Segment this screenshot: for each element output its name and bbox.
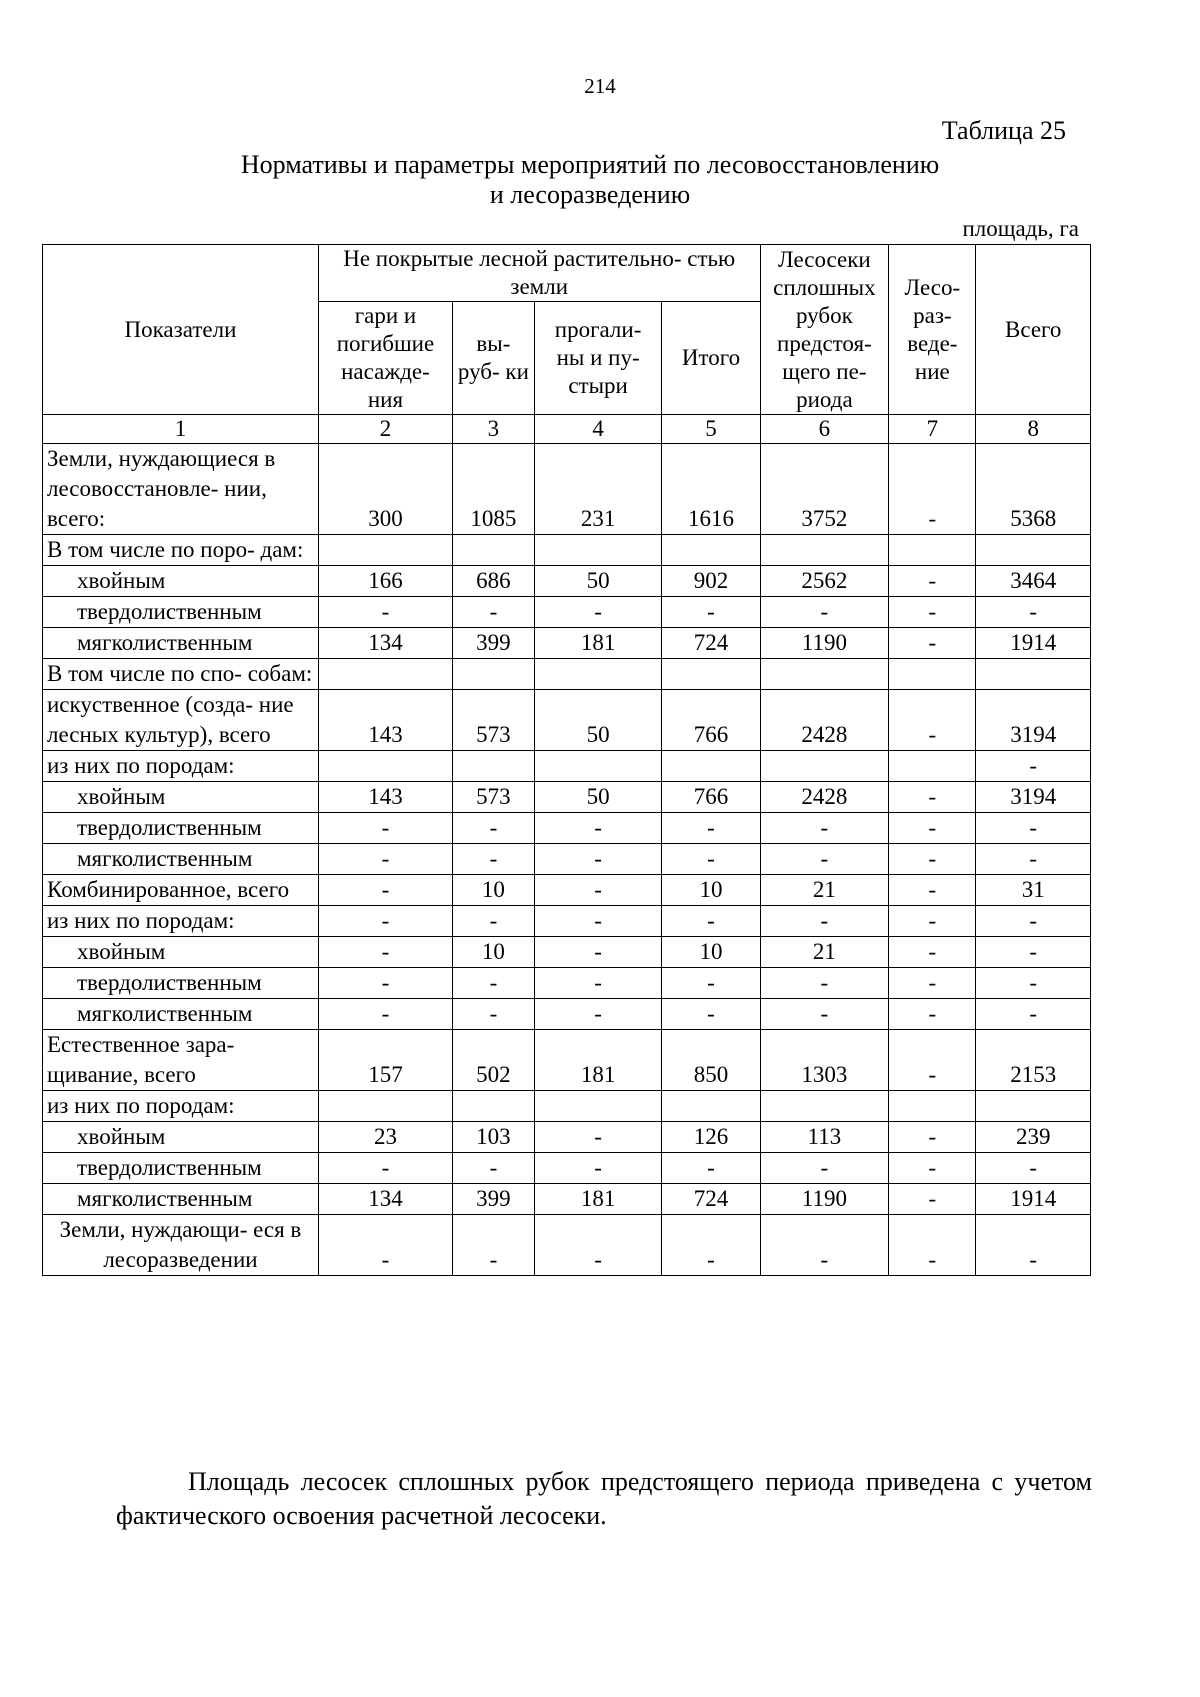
header-cuttings: вы- руб- ки	[453, 302, 535, 415]
table-title-line-1: Нормативы и параметры мероприятий по лесовосстановлению	[240, 150, 940, 179]
table-cell: -	[318, 1153, 452, 1184]
table-cell: -	[453, 1153, 535, 1184]
table-cell: -	[760, 906, 889, 937]
table-cell: -	[534, 999, 662, 1030]
row-label: искуственное (созда- ние лесных культур), всего	[43, 690, 319, 751]
column-number: 1	[43, 415, 319, 444]
table-cell: -	[760, 844, 889, 875]
row-label: из них по породам:	[43, 751, 319, 782]
header-row-1	[43, 245, 1091, 302]
table-cell: -	[760, 597, 889, 628]
column-number-row	[43, 415, 1091, 444]
table-cell: -	[760, 813, 889, 844]
table-cell: 231	[534, 444, 662, 535]
table-cell: -	[662, 844, 760, 875]
table-row	[43, 937, 1091, 968]
table-body	[43, 415, 1091, 1276]
table-cell: -	[976, 813, 1091, 844]
table-cell: -	[318, 906, 452, 937]
table-cell: -	[453, 813, 535, 844]
table-cell: -	[889, 1153, 976, 1184]
table-cell: 1914	[976, 628, 1091, 659]
table-cell: -	[760, 1153, 889, 1184]
table-cell: -	[318, 937, 452, 968]
table-cell: 181	[534, 628, 662, 659]
table-cell	[318, 1091, 452, 1122]
table-cell: -	[534, 906, 662, 937]
table-cell: -	[662, 906, 760, 937]
table-cell: 850	[662, 1030, 760, 1091]
table-cell: 1914	[976, 1184, 1091, 1215]
table-cell	[889, 1091, 976, 1122]
header-group-unforested: Не покрытые лесной растительно- стью земли	[318, 245, 760, 302]
table-cell: 21	[760, 937, 889, 968]
row-label: В том числе по спо- собам:	[43, 659, 319, 690]
row-label: твердолиственным	[43, 813, 319, 844]
table-cell: 766	[662, 782, 760, 813]
table-cell: 134	[318, 628, 452, 659]
table-cell: -	[534, 1122, 662, 1153]
table-row	[43, 597, 1091, 628]
table-cell: -	[976, 844, 1091, 875]
table-cell: -	[889, 968, 976, 999]
table-cell: -	[889, 444, 976, 535]
table-cell: 502	[453, 1030, 535, 1091]
table-cell: -	[976, 751, 1091, 782]
table-cell	[662, 1091, 760, 1122]
table-cell: 1190	[760, 628, 889, 659]
table-row	[43, 968, 1091, 999]
table-cell	[760, 659, 889, 690]
header-glades: прогали- ны и пу- стыри	[534, 302, 662, 415]
table-row	[43, 782, 1091, 813]
column-number: 6	[760, 415, 889, 444]
table-cell: 2562	[760, 566, 889, 597]
table-cell: 10	[453, 875, 535, 906]
table-cell: 21	[760, 875, 889, 906]
table-row	[43, 628, 1091, 659]
table-cell: -	[889, 566, 976, 597]
footer-text: Площадь лесосек сплошных рубок предстоящего периода приведена с учетом фактического освоения расчетной лесосеки.	[116, 1467, 1092, 1530]
table-cell: -	[889, 628, 976, 659]
table-cell: 1303	[760, 1030, 889, 1091]
table-cell: -	[760, 1215, 889, 1276]
row-label: В том числе по поро- дам:	[43, 535, 319, 566]
table-cell: 50	[534, 690, 662, 751]
table-cell: -	[976, 1153, 1091, 1184]
table-cell: 1616	[662, 444, 760, 535]
table-title-line-2: и лесоразведению	[489, 180, 691, 209]
table-cell: -	[889, 906, 976, 937]
column-number: 3	[453, 415, 535, 444]
table-cell	[976, 659, 1091, 690]
row-label: хвойным	[43, 937, 319, 968]
header-afforestation: Лесо- раз- веде- ние	[889, 245, 976, 415]
table-cell: -	[889, 999, 976, 1030]
table-cell: 2428	[760, 782, 889, 813]
table-cell: 3464	[976, 566, 1091, 597]
table-cell	[453, 751, 535, 782]
table-row	[43, 751, 1091, 782]
page-number: 214	[584, 74, 616, 98]
table-cell: -	[662, 813, 760, 844]
table-cell: -	[318, 844, 452, 875]
table-cell: 1085	[453, 444, 535, 535]
table-cell: -	[889, 1215, 976, 1276]
header-total: Всего	[976, 245, 1091, 415]
row-label: мягколиственным	[43, 628, 319, 659]
table-cell: 573	[453, 690, 535, 751]
table-cell	[760, 751, 889, 782]
table-cell	[760, 1091, 889, 1122]
table-cell: 3194	[976, 690, 1091, 751]
table-cell: -	[662, 1153, 760, 1184]
row-label: мягколиственным	[43, 1184, 319, 1215]
row-label: хвойным	[43, 782, 319, 813]
table-row	[43, 659, 1091, 690]
table-row	[43, 1153, 1091, 1184]
table-cell	[760, 535, 889, 566]
table-cell: -	[534, 1153, 662, 1184]
row-label: из них по породам:	[43, 1091, 319, 1122]
table-row	[43, 906, 1091, 937]
table-cell: -	[889, 782, 976, 813]
table-row	[43, 875, 1091, 906]
row-label: твердолиственным	[43, 1153, 319, 1184]
table-row	[43, 690, 1091, 751]
table-cell: 3752	[760, 444, 889, 535]
table-row	[43, 1030, 1091, 1091]
row-label: хвойным	[43, 1122, 319, 1153]
table-cell: 902	[662, 566, 760, 597]
table-cell: -	[976, 906, 1091, 937]
table-cell	[662, 751, 760, 782]
table-cell: -	[976, 937, 1091, 968]
table-cell: 23	[318, 1122, 452, 1153]
table-cell: 181	[534, 1030, 662, 1091]
table-cell: -	[534, 875, 662, 906]
table-cell: 686	[453, 566, 535, 597]
table-cell: -	[889, 875, 976, 906]
table-cell: 5368	[976, 444, 1091, 535]
table-cell: 1190	[760, 1184, 889, 1215]
table-cell: -	[534, 844, 662, 875]
table-cell: -	[318, 999, 452, 1030]
table-cell: 181	[534, 1184, 662, 1215]
table-cell: 143	[318, 690, 452, 751]
table-cell: 399	[453, 1184, 535, 1215]
table-cell: 724	[662, 1184, 760, 1215]
table-cell: -	[534, 937, 662, 968]
row-label: Земли, нуждающи- еся в лесоразведении	[43, 1215, 319, 1276]
table-cell: 239	[976, 1122, 1091, 1153]
table-cell: -	[318, 597, 452, 628]
table-cell	[889, 659, 976, 690]
table-cell	[534, 751, 662, 782]
norms-table	[42, 244, 1091, 1276]
table-cell	[534, 659, 662, 690]
row-label: твердолиственным	[43, 968, 319, 999]
table-cell: 50	[534, 566, 662, 597]
table-cell: -	[534, 968, 662, 999]
header-burns: гари и погибшие насажде- ния	[318, 302, 452, 415]
table-cell: 2153	[976, 1030, 1091, 1091]
row-label: мягколиственным	[43, 844, 319, 875]
table-cell: -	[976, 999, 1091, 1030]
header-clearcuts: Лесосеки сплошных рубок предстоя- щего пе- риода	[760, 245, 889, 415]
column-number: 5	[662, 415, 760, 444]
table-row	[43, 844, 1091, 875]
table-cell: -	[889, 597, 976, 628]
table-row	[43, 1122, 1091, 1153]
row-label: хвойным	[43, 566, 319, 597]
table-title	[40, 150, 1140, 210]
table-row	[43, 1091, 1091, 1122]
table-label: Таблица 25	[941, 116, 1066, 145]
table-cell: -	[976, 597, 1091, 628]
header-indicator: Показатели	[43, 245, 319, 415]
table-cell: 3194	[976, 782, 1091, 813]
column-number: 8	[976, 415, 1091, 444]
table-cell	[889, 751, 976, 782]
table-cell: -	[318, 813, 452, 844]
table-cell: -	[889, 813, 976, 844]
table-cell	[318, 659, 452, 690]
table-cell: -	[318, 1215, 452, 1276]
table-cell: -	[453, 999, 535, 1030]
table-cell	[453, 1091, 535, 1122]
row-label: мягколиственным	[43, 999, 319, 1030]
unit-note: площадь, га	[962, 216, 1079, 241]
table-cell: -	[889, 937, 976, 968]
table-cell	[534, 535, 662, 566]
table-cell	[662, 659, 760, 690]
table-cell: -	[662, 597, 760, 628]
table-cell	[318, 535, 452, 566]
table-cell: -	[889, 690, 976, 751]
table-cell	[976, 535, 1091, 566]
table-cell: -	[453, 844, 535, 875]
row-label: Земли, нуждающиеся в лесовосстановле- нии, всего:	[43, 444, 319, 535]
table-cell: -	[889, 844, 976, 875]
table-row	[43, 566, 1091, 597]
row-label: твердолиственным	[43, 597, 319, 628]
table-cell: 399	[453, 628, 535, 659]
table-cell	[453, 535, 535, 566]
table-row	[43, 813, 1091, 844]
table-cell: -	[534, 1215, 662, 1276]
table-cell: -	[662, 1215, 760, 1276]
row-label: Комбинированное, всего	[43, 875, 319, 906]
table-row	[43, 444, 1091, 535]
table-cell: 103	[453, 1122, 535, 1153]
table-cell: -	[889, 1030, 976, 1091]
table-cell	[534, 1091, 662, 1122]
table-cell	[453, 659, 535, 690]
table-row	[43, 1215, 1091, 1276]
column-number: 2	[318, 415, 452, 444]
table-cell: -	[662, 999, 760, 1030]
table-cell: 10	[453, 937, 535, 968]
table-cell	[976, 1091, 1091, 1122]
table-cell: 10	[662, 937, 760, 968]
table-cell: -	[760, 999, 889, 1030]
table-cell: -	[662, 968, 760, 999]
table-cell: -	[318, 875, 452, 906]
table-cell	[318, 751, 452, 782]
column-number: 7	[889, 415, 976, 444]
table-cell: 166	[318, 566, 452, 597]
table-cell: 2428	[760, 690, 889, 751]
table-cell: -	[453, 906, 535, 937]
table-cell: -	[976, 968, 1091, 999]
table-cell: 134	[318, 1184, 452, 1215]
column-number: 4	[534, 415, 662, 444]
table-cell: -	[453, 1215, 535, 1276]
table-cell: 50	[534, 782, 662, 813]
row-label: из них по породам:	[43, 906, 319, 937]
table-cell: -	[889, 1184, 976, 1215]
table-cell: 31	[976, 875, 1091, 906]
table-cell: 766	[662, 690, 760, 751]
table-cell: -	[534, 597, 662, 628]
table-cell: 143	[318, 782, 452, 813]
table-cell: 573	[453, 782, 535, 813]
table-row	[43, 535, 1091, 566]
header-subtotal: Итого	[662, 302, 760, 415]
table-cell	[662, 535, 760, 566]
table-cell: 10	[662, 875, 760, 906]
table-cell: 157	[318, 1030, 452, 1091]
table-cell: 126	[662, 1122, 760, 1153]
table-row	[43, 999, 1091, 1030]
table-cell: -	[534, 813, 662, 844]
row-label: Естественное зара- щивание, всего	[43, 1030, 319, 1091]
table-cell: -	[760, 968, 889, 999]
table-cell: -	[453, 597, 535, 628]
table-cell: -	[976, 1215, 1091, 1276]
table-cell: -	[318, 968, 452, 999]
table-row	[43, 1184, 1091, 1215]
table-cell: -	[889, 1122, 976, 1153]
table-cell: -	[453, 968, 535, 999]
table-cell	[889, 535, 976, 566]
table-cell: 724	[662, 628, 760, 659]
table-cell: 300	[318, 444, 452, 535]
table-cell: 113	[760, 1122, 889, 1153]
